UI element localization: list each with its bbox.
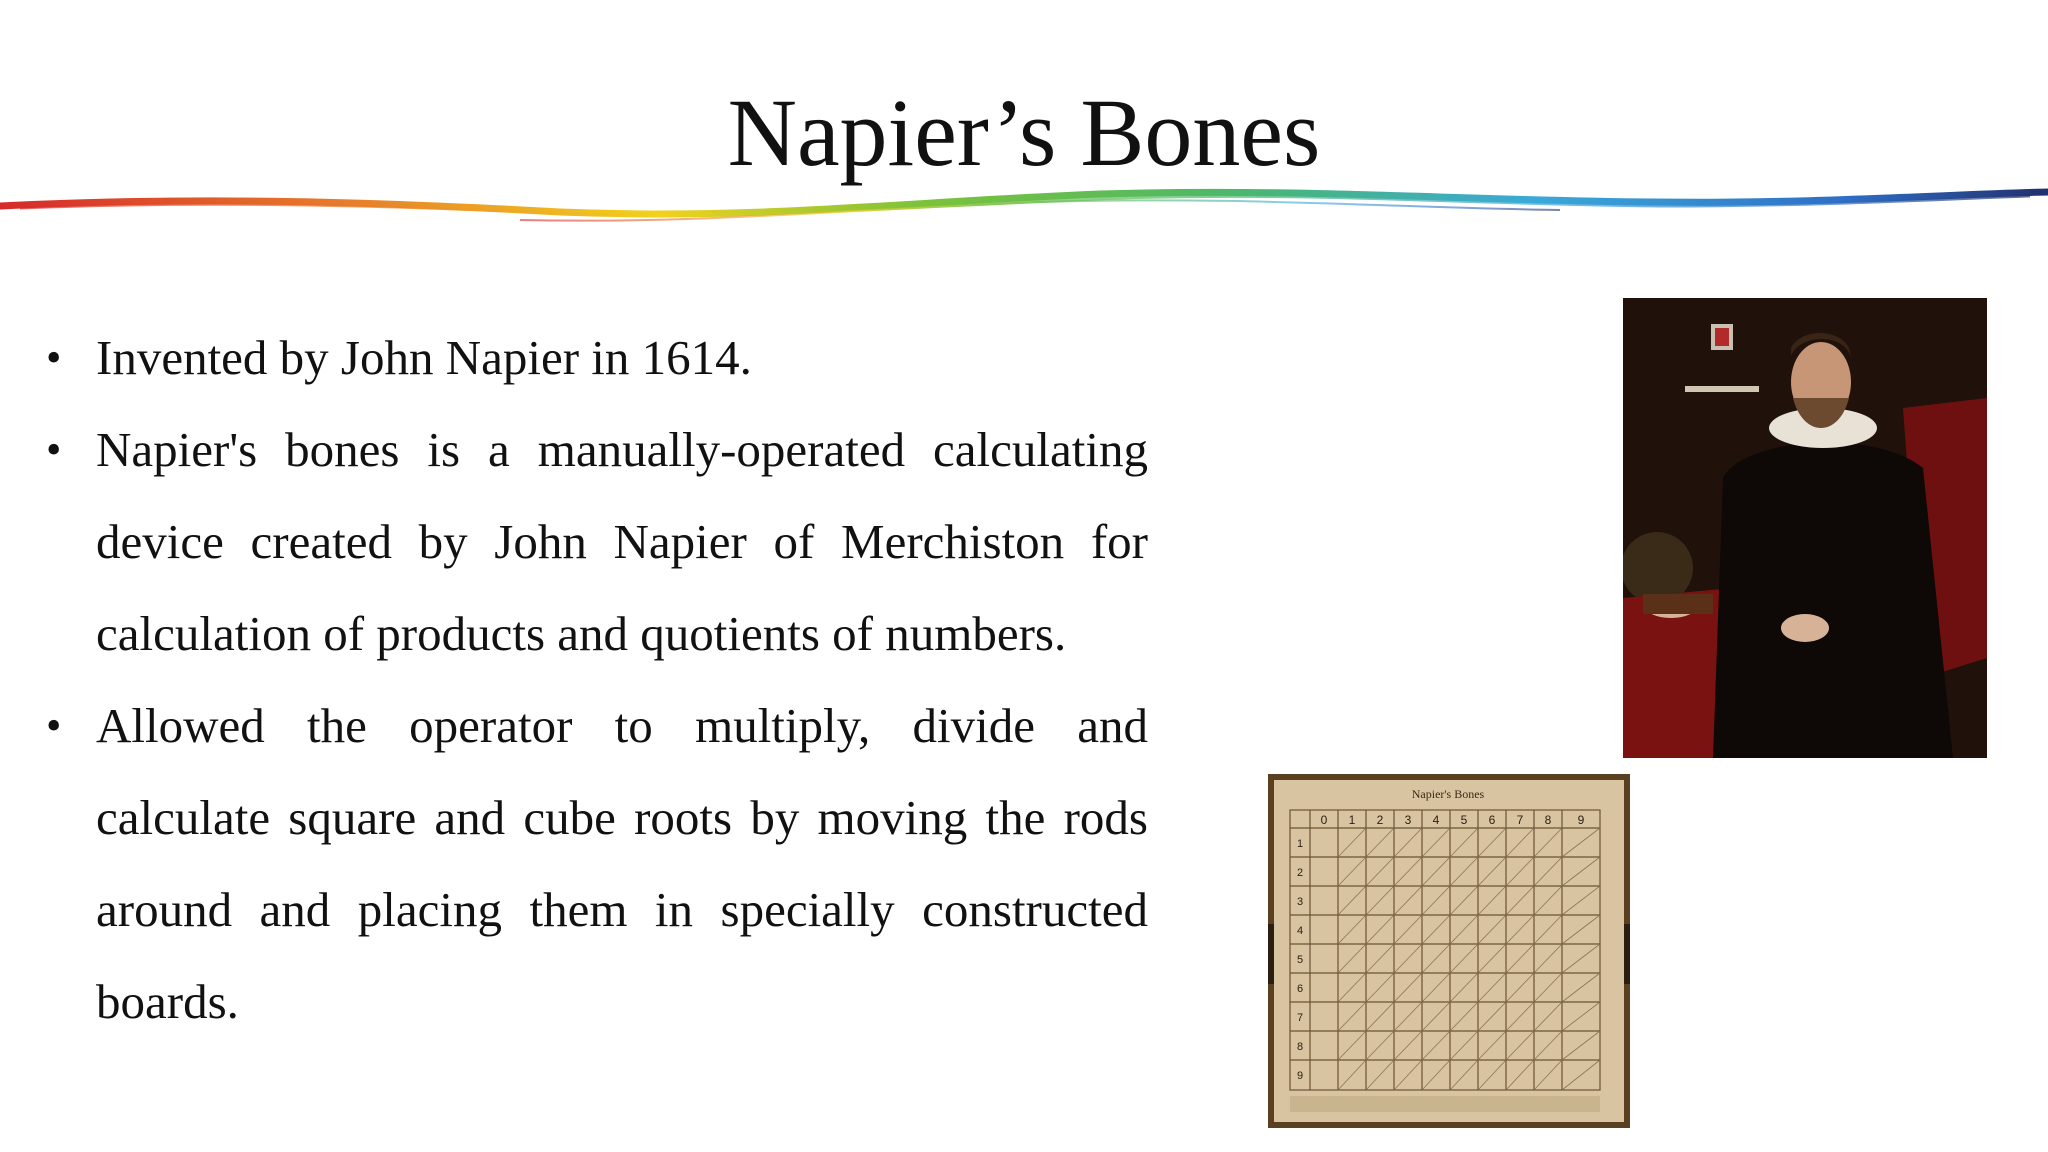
bullet-item: • Invented by John Napier in 1614. <box>40 312 1148 404</box>
board-header: Napier's Bones <box>1411 787 1485 801</box>
board-row-digit: 7 <box>1296 1012 1304 1024</box>
board-column-digit: 9 <box>1577 813 1585 827</box>
bullet-item: • Napier's bones is a manually-operated calculating device created by John Napier of Merchiston for calculation of products and quotients of numbers. <box>40 404 1148 680</box>
board-row-digit: 4 <box>1296 925 1304 937</box>
board-column-digit: 3 <box>1404 813 1412 827</box>
napiers-bones-board-image <box>1268 774 1630 1128</box>
board-column-digit: 0 <box>1320 813 1328 827</box>
board-column-digit: 2 <box>1376 813 1384 827</box>
rainbow-brush-divider <box>0 180 2048 230</box>
board-column-digit: 7 <box>1516 813 1524 827</box>
board-row-digit: 2 <box>1296 867 1304 879</box>
board-column-digit: 1 <box>1348 813 1356 827</box>
slide-title: Napier’s Bones <box>727 79 1321 186</box>
bullet-item: • Allowed the operator to multiply, divide and calculate square and cube roots by moving the rods around and placing them in specially constructed boards. <box>40 680 1148 1048</box>
board-row-digit: 6 <box>1296 983 1304 995</box>
board-column-digit: 6 <box>1488 813 1496 827</box>
board-row-digit: 5 <box>1296 954 1304 966</box>
board-column-digit: 4 <box>1432 813 1440 827</box>
board-column-digit: 5 <box>1460 813 1468 827</box>
board-row-digit: 9 <box>1296 1070 1304 1082</box>
board-row-digit: 8 <box>1296 1041 1304 1053</box>
board-column-digit: 8 <box>1544 813 1552 827</box>
bullet-list <box>40 312 1148 1048</box>
board-row-digit: 3 <box>1296 896 1304 908</box>
board-row-digit: 1 <box>1296 838 1304 850</box>
portrait-image <box>1623 298 1987 758</box>
